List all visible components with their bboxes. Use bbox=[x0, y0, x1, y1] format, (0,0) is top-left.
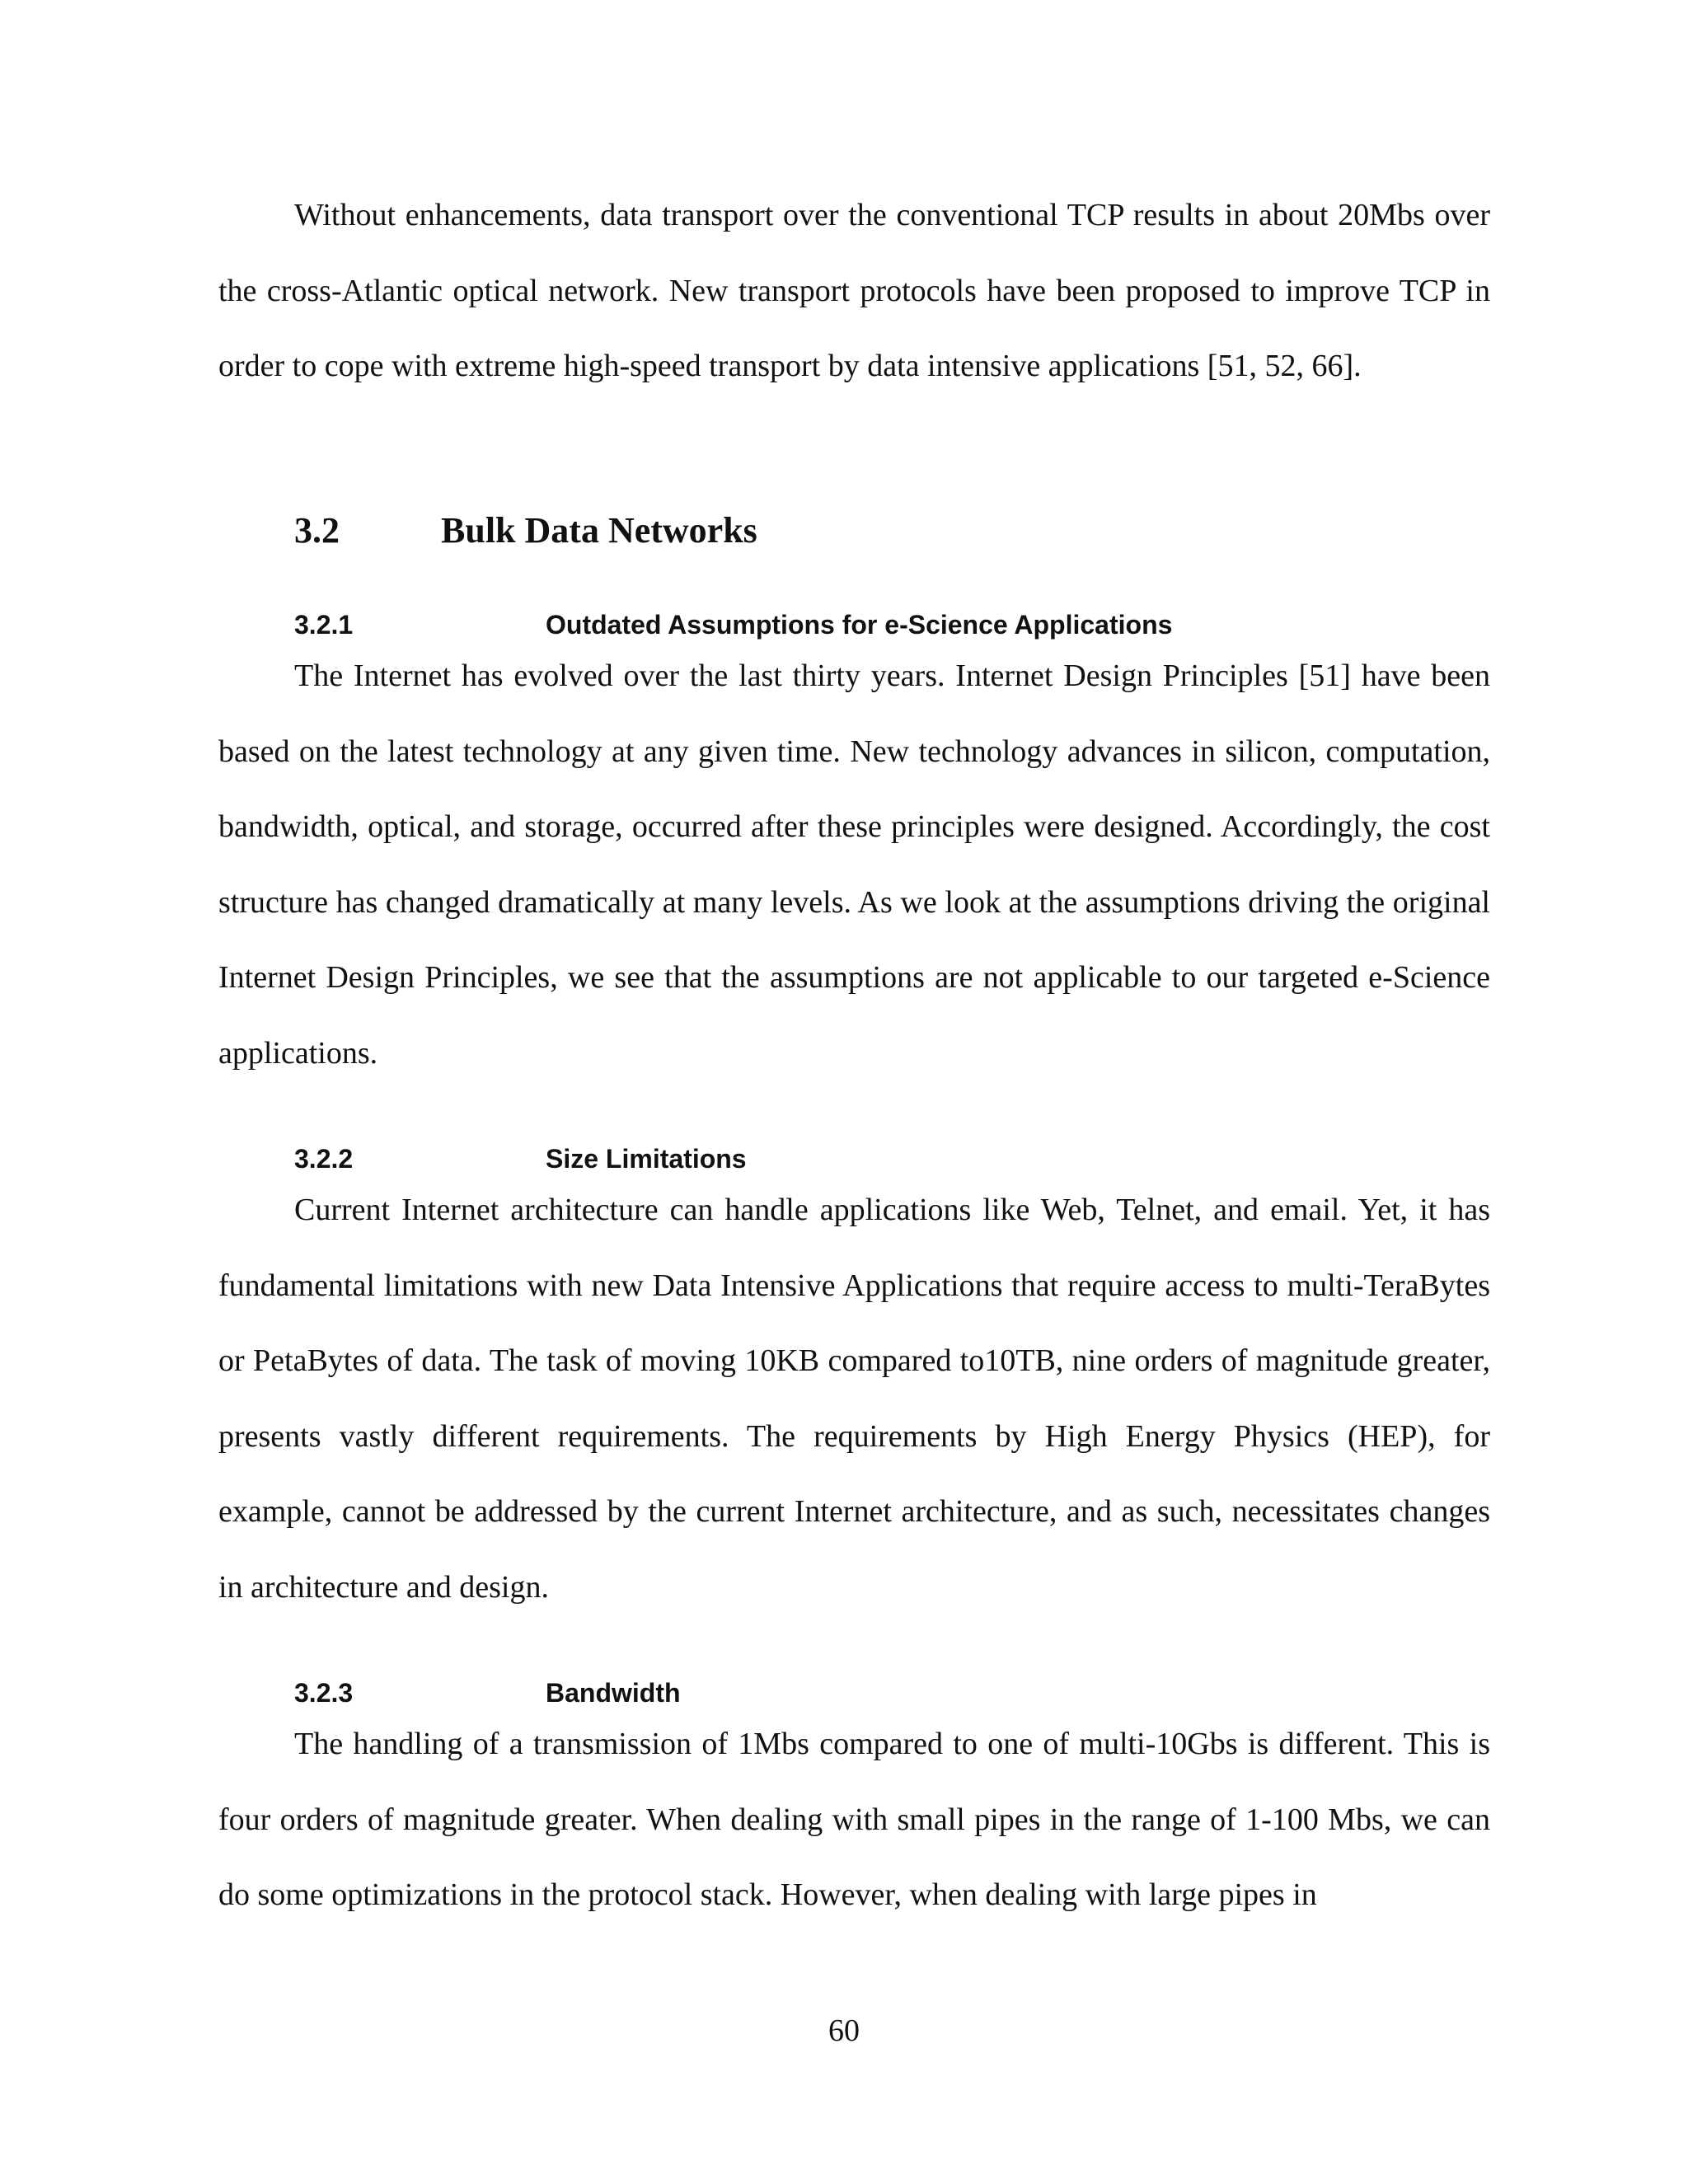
subsection-number: 3.2.1 bbox=[294, 610, 354, 640]
subsection-heading-3-2-3 bbox=[294, 1678, 681, 1708]
size-limitations-paragraph: Current Internet architecture can handle applications like Web, Telnet, and email. Yet, it has fundamental limitations with new Data Intensive Applications that require access to multi-TeraBytes or PetaBytes of data. The task of moving 10KB compared to10TB, nine orders of magnitude greater, presents vastly different requirements. The requirements by High Energy Physics (HEP), for example, cannot be addressed by the current Internet architecture, and as such, necessitates changes in architecture and design. bbox=[218, 1193, 1490, 1605]
subsection-title: Size Limitations bbox=[546, 1144, 747, 1174]
subsection-number: 3.2.3 bbox=[294, 1678, 354, 1708]
section-number: 3.2 bbox=[294, 510, 340, 551]
bandwidth-paragraph: The handling of a transmission of 1Mbs compared to one of multi-10Gbs is different. This is four orders of magnitude greater. When dealing with small pipes in the range of 1-100 Mbs, we can do some optimizations in the protocol stack. However, when dealing with large pipes in bbox=[218, 1727, 1490, 1912]
subsection-title: Bandwidth bbox=[546, 1678, 681, 1708]
page-number: 60 bbox=[828, 2013, 860, 2048]
subsection-number: 3.2.2 bbox=[294, 1144, 354, 1174]
intro-paragraph: Without enhancements, data transport over the conventional TCP results in about 20Mbs over the cross-Atlantic optical network. New transport protocols have been proposed to improve TCP in order to cope with extreme high-speed transport by data intensive applications [51, 52, 66]. bbox=[218, 198, 1490, 383]
subsection-heading-3-2-1 bbox=[294, 610, 1172, 640]
section-title: Bulk Data Networks bbox=[441, 510, 757, 551]
section-heading bbox=[294, 509, 757, 551]
assumptions-paragraph: The Internet has evolved over the last thirty years. Internet Design Principles [51] have been based on the latest technology at any given time. New technology advances in silicon, computation, bandwidth, optical, and storage, occurred after these principles were designed. Accordingly, the cost structure has changed dramatically at many levels. As we look at the assumptions driving the original Internet Design Principles, we see that the assumptions are not applicable to our targeted e-Science applications. bbox=[218, 658, 1490, 1071]
subsection-heading-3-2-2 bbox=[294, 1144, 747, 1174]
subsection-title: Outdated Assumptions for e-Science Applications bbox=[546, 610, 1173, 640]
